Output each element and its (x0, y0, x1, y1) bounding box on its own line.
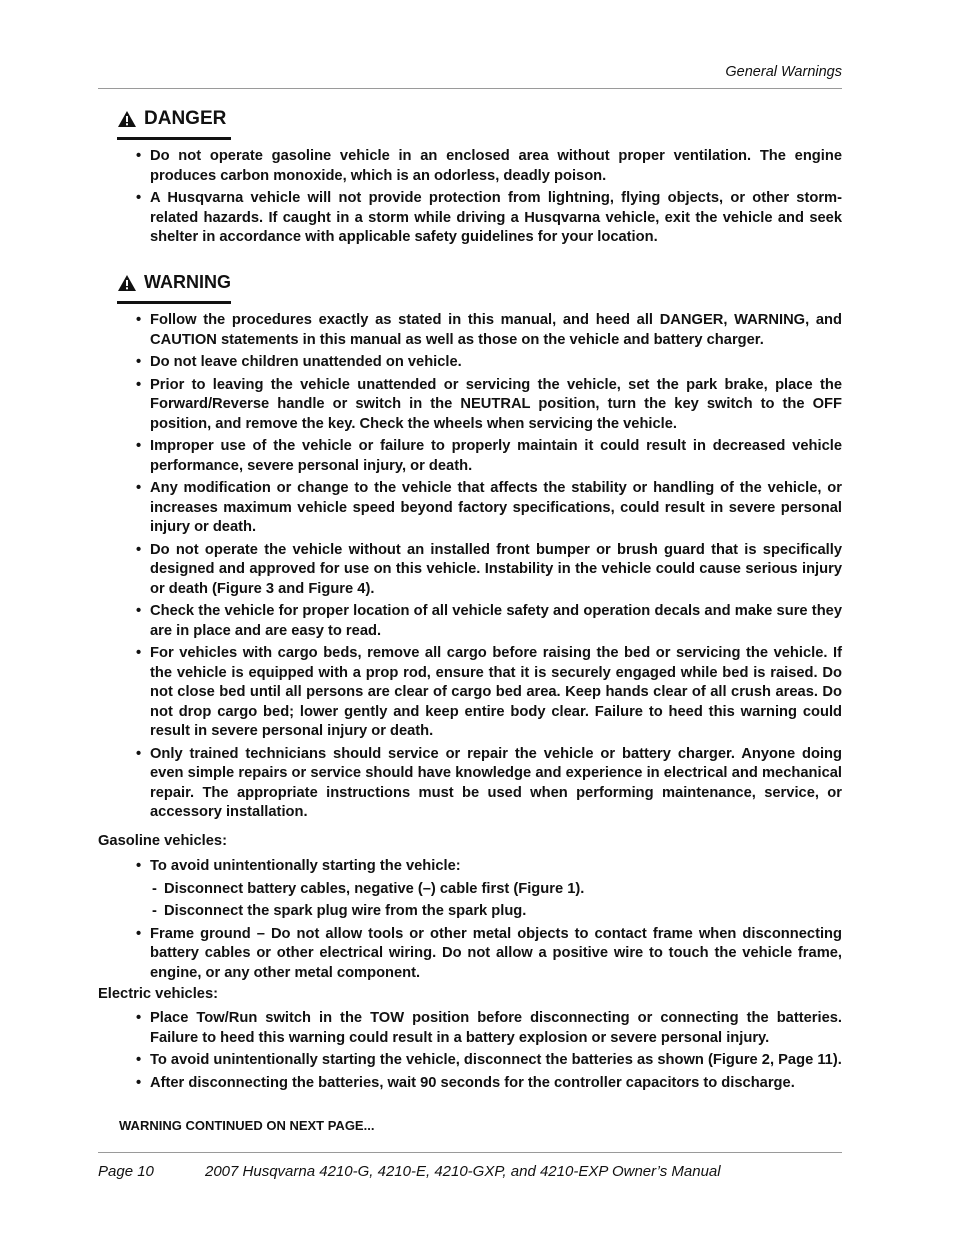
footer (98, 1163, 721, 1180)
list-item: • Follow the procedures exactly as stated in this manual, and heed all DANGER, WARNING, and CAUTION statements in this manual as well as those on the vehicle and battery charger. (135, 311, 842, 350)
list-item: • Prior to leaving the vehicle unattended or servicing the vehicle, set the park brake, place the Forward/Reverse handle or switch in the NEUTRAL position, turn the key switch to the OFF position, and remove the key. Check the wheels when servicing the vehicle. (135, 376, 842, 435)
list-item: • Frame ground – Do not allow tools or other metal objects to contact frame when disconnecting battery cables or other electrical wiring. Do not allow a positive wire to touch the vehicle frame, engine, or any other metal component. (135, 925, 842, 984)
list-item: • After disconnecting the batteries, wait 90 seconds for the controller capacitors to discharge. (135, 1074, 842, 1094)
running-header: General Warnings (725, 64, 842, 80)
list-item: • To avoid unintentionally starting the vehicle, disconnect the batteries as shown (Figure 2, Page 11). (135, 1051, 842, 1071)
list-item: • Any modification or change to the vehicle that affects the stability or handling of the vehicle, or increases maximum vehicle speed beyond factory specifications, could result in severe personal injury or death. (135, 479, 842, 538)
manual-title: 2007 Husqvarna 4210-G, 4210-E, 4210-GXP, and 4210-EXP Owner’s Manual (205, 1163, 721, 1180)
danger-label: DANGER (144, 108, 227, 129)
list-item: • Do not leave children unattended on vehicle. (135, 353, 842, 373)
warning-heading (117, 272, 231, 293)
list-item: • Improper use of the vehicle or failure to properly maintain it could result in decreased vehicle performance, severe personal injury, or death. (135, 437, 842, 476)
list-item: • Do not operate the vehicle without an installed front bumper or brush guard that is specifically designed and approved for use on this vehicle. Instability in the vehicle could cause serious injury or death (Figure 3 and Figure 4). (135, 541, 842, 600)
gasoline-label: Gasoline vehicles: (98, 833, 227, 849)
list-item: • Check the vehicle for proper location of all vehicle safety and operation decals and make sure they are in place and are easy to read. (135, 602, 842, 641)
warning-underline (117, 301, 231, 304)
header-rule (98, 88, 842, 89)
sub-list-item: - Disconnect the spark plug wire from the spark plug. (135, 902, 842, 922)
danger-heading (117, 108, 226, 130)
footer-rule (98, 1152, 842, 1153)
warning-label: WARNING (144, 272, 231, 292)
danger-underline (117, 137, 231, 140)
list-item: • For vehicles with cargo beds, remove all cargo before raising the bed or servicing the vehicle. If the vehicle is equipped with a prop rod, ensure that it is securely engaged while bed is raised. Do not close bed until all persons are clear of cargo bed area. Keep hands clear of all crush areas. Do not drop cargo bed; lower gently and keep entire body clear. Failure to heed this warning could result in severe personal injury or death. (135, 644, 842, 742)
electric-label: Electric vehicles: (98, 986, 219, 1002)
continued-note: WARNING CONTINUED ON NEXT PAGE... (119, 1118, 375, 1133)
warning-list (135, 311, 842, 823)
list-item: • Place Tow/Run switch in the TOW position before disconnecting or connecting the batteries. Failure to heed this warning could result in a battery explosion or severe personal injury. (135, 1009, 842, 1048)
gasoline-list (135, 857, 842, 983)
page-number: Page 10 (98, 1163, 154, 1180)
list-item: • Only trained technicians should service or repair the vehicle or battery charger. Anyone doing even simple repairs or service should have knowledge and experience in electrical and mechanical repair. The appropriate instructions must be used when performing maintenance, service, or accessory installation. (135, 745, 842, 823)
list-item: • To avoid unintentionally starting the vehicle: (135, 857, 842, 877)
warning-triangle-icon (117, 274, 137, 292)
warning-triangle-icon (117, 110, 137, 128)
list-item: • A Husqvarna vehicle will not provide protection from lightning, flying objects, or other storm-related hazards. If caught in a storm while driving a Husqvarna vehicle, exit the vehicle and seek shelter in accordance with applicable safety guidelines for your location. (135, 189, 842, 248)
sub-list-item: - Disconnect battery cables, negative (–) cable first (Figure 1). (135, 880, 842, 900)
electric-list (135, 1009, 842, 1093)
danger-list (135, 147, 842, 248)
list-item: • Do not operate gasoline vehicle in an enclosed area without proper ventilation. The engine produces carbon monoxide, which is an odorless, deadly poison. (135, 147, 842, 186)
